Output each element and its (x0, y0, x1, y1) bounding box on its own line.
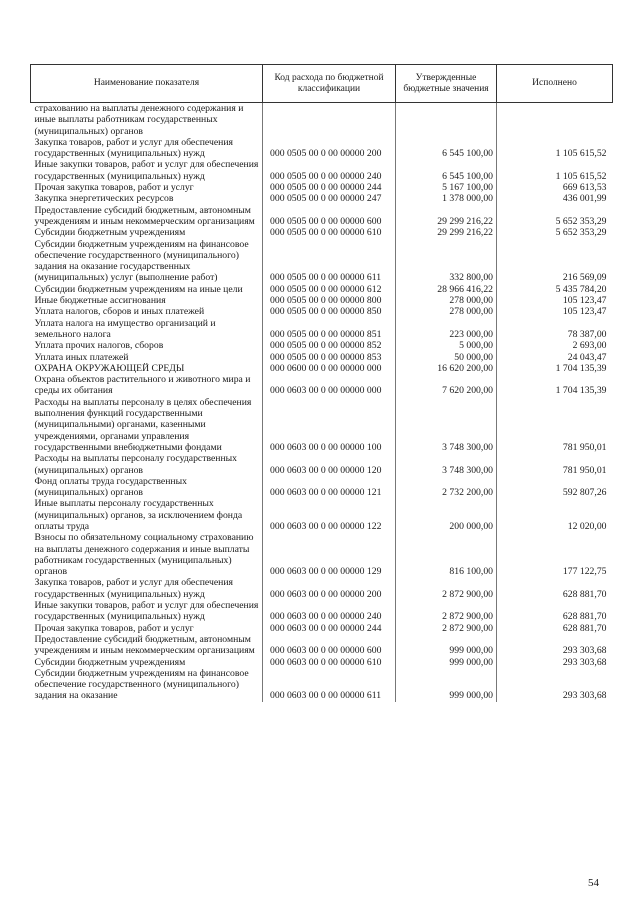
cell-code: 000 0505 00 0 00 00000 244 (263, 182, 396, 193)
table-row (31, 340, 613, 351)
cell-executed: 177 122,75 (562, 566, 607, 578)
cell-name: Уплата иных платежей (31, 352, 263, 363)
table-row (31, 205, 613, 228)
table-row (31, 352, 613, 363)
cell-approved: 2 872 900,00 (396, 577, 497, 600)
cell-name: Иные бюджетные ассигнования (31, 295, 263, 306)
header-approved: Утвержденные бюджетные значения (396, 65, 497, 103)
cell-approved: 29 299 216,22 (396, 227, 497, 238)
cell-code: 000 0603 00 0 00 00000 244 (263, 623, 396, 634)
cell-approved: 223 000,00 (396, 318, 497, 341)
cell-name: ОХРАНА ОКРУЖАЮЩЕЙ СРЕДЫ (31, 363, 263, 374)
table-row (31, 306, 613, 317)
cell-name: Закупка товаров, работ и услуг для обеспечения государственных (муниципальных) нужд (31, 577, 263, 600)
cell-approved: 200 000,00 (396, 498, 497, 532)
cell-code: 000 0603 00 0 00 00000 129 (263, 532, 396, 577)
cell-name: Субсидии бюджетным учреждениям на иные цели (31, 284, 263, 295)
cell-name: Предоставление субсидий бюджетным, автономным учреждениям и иным некоммерческим организациям (31, 205, 263, 228)
cell-code: 000 0505 00 0 00 00000 800 (263, 295, 396, 306)
cell-executed: 105 123,47 (562, 306, 607, 318)
cell-code: 000 0505 00 0 00 00000 240 (263, 159, 396, 182)
cell-executed: 12 020,00 (567, 520, 607, 532)
table-row (31, 284, 613, 295)
cell-code: 000 0505 00 0 00 00000 612 (263, 284, 396, 295)
table-row (31, 476, 613, 499)
cell-approved: 5 167 100,00 (396, 182, 497, 193)
cell-approved: 29 299 216,22 (396, 205, 497, 228)
table-row (31, 159, 613, 182)
cell-code: 000 0505 00 0 00 00000 600 (263, 205, 396, 228)
cell-executed: 436 001,99 (562, 193, 607, 205)
cell-code: 000 0505 00 0 00 00000 247 (263, 193, 396, 204)
cell-code (263, 103, 396, 137)
table-row (31, 137, 613, 160)
table-row (31, 498, 613, 532)
cell-code: 000 0603 00 0 00 00000 100 (263, 397, 396, 453)
cell-executed: 781 950,01 (562, 464, 607, 476)
table-row (31, 600, 613, 623)
table-row (31, 532, 613, 577)
cell-approved: 28 966 416,22 (396, 284, 497, 295)
cell-approved: 278 000,00 (396, 295, 497, 306)
cell-approved: 5 000,00 (396, 340, 497, 351)
cell-code: 000 0603 00 0 00 00000 000 (263, 374, 396, 397)
cell-code: 000 0603 00 0 00 00000 240 (263, 600, 396, 623)
page-number: 54 (588, 877, 599, 889)
cell-code: 000 0600 00 0 00 00000 000 (263, 363, 396, 374)
table-row (31, 623, 613, 634)
cell-name: Субсидии бюджетным учреждениям (31, 227, 263, 238)
cell-approved: 2 872 900,00 (396, 600, 497, 623)
cell-name: Расходы на выплаты персоналу государственных (муниципальных) органов (31, 453, 263, 476)
header-executed: Исполнено (497, 65, 613, 103)
cell-executed: 293 303,68 (562, 656, 607, 668)
cell-executed (497, 103, 613, 137)
cell-code: 000 0505 00 0 00 00000 611 (263, 239, 396, 284)
cell-code: 000 0603 00 0 00 00000 122 (263, 498, 396, 532)
cell-approved: 6 545 100,00 (396, 137, 497, 160)
table-row (31, 634, 613, 657)
cell-approved: 999 000,00 (396, 657, 497, 668)
cell-executed: 5 435 784,20 (555, 283, 607, 295)
cell-code: 000 0505 00 0 00 00000 853 (263, 352, 396, 363)
cell-name: Предоставление субсидий бюджетным, автономным учреждениям и иным некоммерческим организациям (31, 634, 263, 657)
cell-name: Иные закупки товаров, работ и услуг для обеспечения государственных (муниципальных) нужд (31, 600, 263, 623)
cell-executed: 2 693,00 (572, 340, 607, 352)
cell-approved (396, 103, 497, 137)
cell-code: 000 0603 00 0 00 00000 610 (263, 657, 396, 668)
cell-code: 000 0505 00 0 00 00000 610 (263, 227, 396, 238)
cell-code: 000 0505 00 0 00 00000 850 (263, 306, 396, 317)
cell-approved: 332 800,00 (396, 239, 497, 284)
cell-executed: 293 303,68 (562, 645, 607, 657)
header-code: Код расхода по бюджетной классификации (263, 65, 396, 103)
cell-approved: 16 620 200,00 (396, 363, 497, 374)
cell-approved: 2 732 200,00 (396, 476, 497, 499)
table-row (31, 453, 613, 476)
cell-name: страхованию на выплаты денежного содержания и иные выплаты работникам государственных (муниципальных) органов (31, 103, 263, 137)
table-row (31, 318, 613, 341)
cell-code: 000 0603 00 0 00 00000 121 (263, 476, 396, 499)
cell-approved: 7 620 200,00 (396, 374, 497, 397)
cell-executed: 78 387,00 (567, 328, 607, 340)
cell-executed: 592 807,26 (562, 487, 607, 499)
cell-code: 000 0505 00 0 00 00000 851 (263, 318, 396, 341)
cell-approved: 3 748 300,00 (396, 397, 497, 453)
table-body (31, 103, 613, 702)
table-row (31, 668, 613, 702)
cell-executed: 1 105 615,52 (555, 170, 607, 182)
cell-code: 000 0603 00 0 00 00000 600 (263, 634, 396, 657)
cell-name: Фонд оплаты труда государственных (муниципальных) органов (31, 476, 263, 499)
cell-executed: 669 613,53 (562, 182, 607, 194)
cell-executed: 1 704 135,39 (555, 362, 607, 374)
table-row (31, 103, 613, 137)
cell-approved: 1 378 000,00 (396, 193, 497, 204)
cell-approved: 2 872 900,00 (396, 623, 497, 634)
cell-name: Взносы по обязательному социальному страхованию на выплаты денежного содержания и иные выплаты работникам государственных (муниципальных) органов (31, 532, 263, 577)
table-row (31, 657, 613, 668)
cell-code: 000 0603 00 0 00 00000 120 (263, 453, 396, 476)
cell-executed: 628 881,70 (562, 611, 607, 623)
cell-name: Субсидии бюджетным учреждениям на финансовое обеспечение государственного (муниципального) задания на оказание государственных (муниципальных) услуг (выполнение работ) (31, 239, 263, 284)
cell-executed: 628 881,70 (562, 588, 607, 600)
cell-approved: 816 100,00 (396, 532, 497, 577)
cell-code: 000 0505 00 0 00 00000 200 (263, 137, 396, 160)
table-row (31, 295, 613, 306)
cell-approved: 6 545 100,00 (396, 159, 497, 182)
cell-executed: 293 303,68 (562, 690, 607, 702)
table-row (31, 374, 613, 397)
cell-executed: 216 569,09 (562, 272, 607, 284)
cell-name: Субсидии бюджетным учреждениям на финансовое обеспечение государственного (муниципального) задания на оказание (31, 668, 263, 702)
cell-code: 000 0603 00 0 00 00000 611 (263, 668, 396, 702)
table-row (31, 227, 613, 238)
cell-code: 000 0603 00 0 00 00000 200 (263, 577, 396, 600)
cell-code: 000 0505 00 0 00 00000 852 (263, 340, 396, 351)
cell-name: Закупка энергетических ресурсов (31, 193, 263, 204)
cell-executed: 1 105 615,52 (555, 148, 607, 160)
cell-executed: 5 652 353,29 (555, 227, 607, 239)
cell-name: Расходы на выплаты персоналу в целях обеспечения выполнения функций государственными (муниципальными) органами, казенными учреждениями, органами управления государственными внебюджетными фондами (31, 397, 263, 453)
cell-executed: 781 950,01 (562, 441, 607, 453)
table-row (31, 363, 613, 374)
cell-executed: 24 043,47 (567, 351, 607, 363)
cell-approved: 278 000,00 (396, 306, 497, 317)
cell-executed: 1 704 135,39 (555, 385, 607, 397)
cell-name: Уплата налогов, сборов и иных платежей (31, 306, 263, 317)
table-row (31, 577, 613, 600)
cell-name: Субсидии бюджетным учреждениям (31, 657, 263, 668)
cell-name: Охрана объектов растительного и животного мира и среды их обитания (31, 374, 263, 397)
cell-approved: 50 000,00 (396, 352, 497, 363)
cell-approved: 999 000,00 (396, 668, 497, 702)
table-row (31, 397, 613, 453)
cell-name: Прочая закупка товаров, работ и услуг (31, 182, 263, 193)
budget-execution-table (30, 64, 613, 702)
cell-executed: 628 881,70 (562, 622, 607, 634)
table-row (31, 182, 613, 193)
cell-name: Уплата налога на имущество организаций и земельного налога (31, 318, 263, 341)
cell-executed: 105 123,47 (562, 295, 607, 307)
cell-name: Закупка товаров, работ и услуг для обеспечения государственных (муниципальных) нужд (31, 137, 263, 160)
cell-approved: 3 748 300,00 (396, 453, 497, 476)
table-row (31, 239, 613, 284)
cell-name: Уплата прочих налогов, сборов (31, 340, 263, 351)
table-row (31, 193, 613, 204)
cell-approved: 999 000,00 (396, 634, 497, 657)
header-name: Наименование показателя (31, 65, 263, 103)
cell-executed: 5 652 353,29 (555, 215, 607, 227)
cell-name: Иные выплаты персоналу государственных (муниципальных) органов, за исключением фонда оплаты труда (31, 498, 263, 532)
cell-name: Иные закупки товаров, работ и услуг для обеспечения государственных (муниципальных) нужд (31, 159, 263, 182)
cell-name: Прочая закупка товаров, работ и услуг (31, 623, 263, 634)
table-header (31, 65, 613, 103)
